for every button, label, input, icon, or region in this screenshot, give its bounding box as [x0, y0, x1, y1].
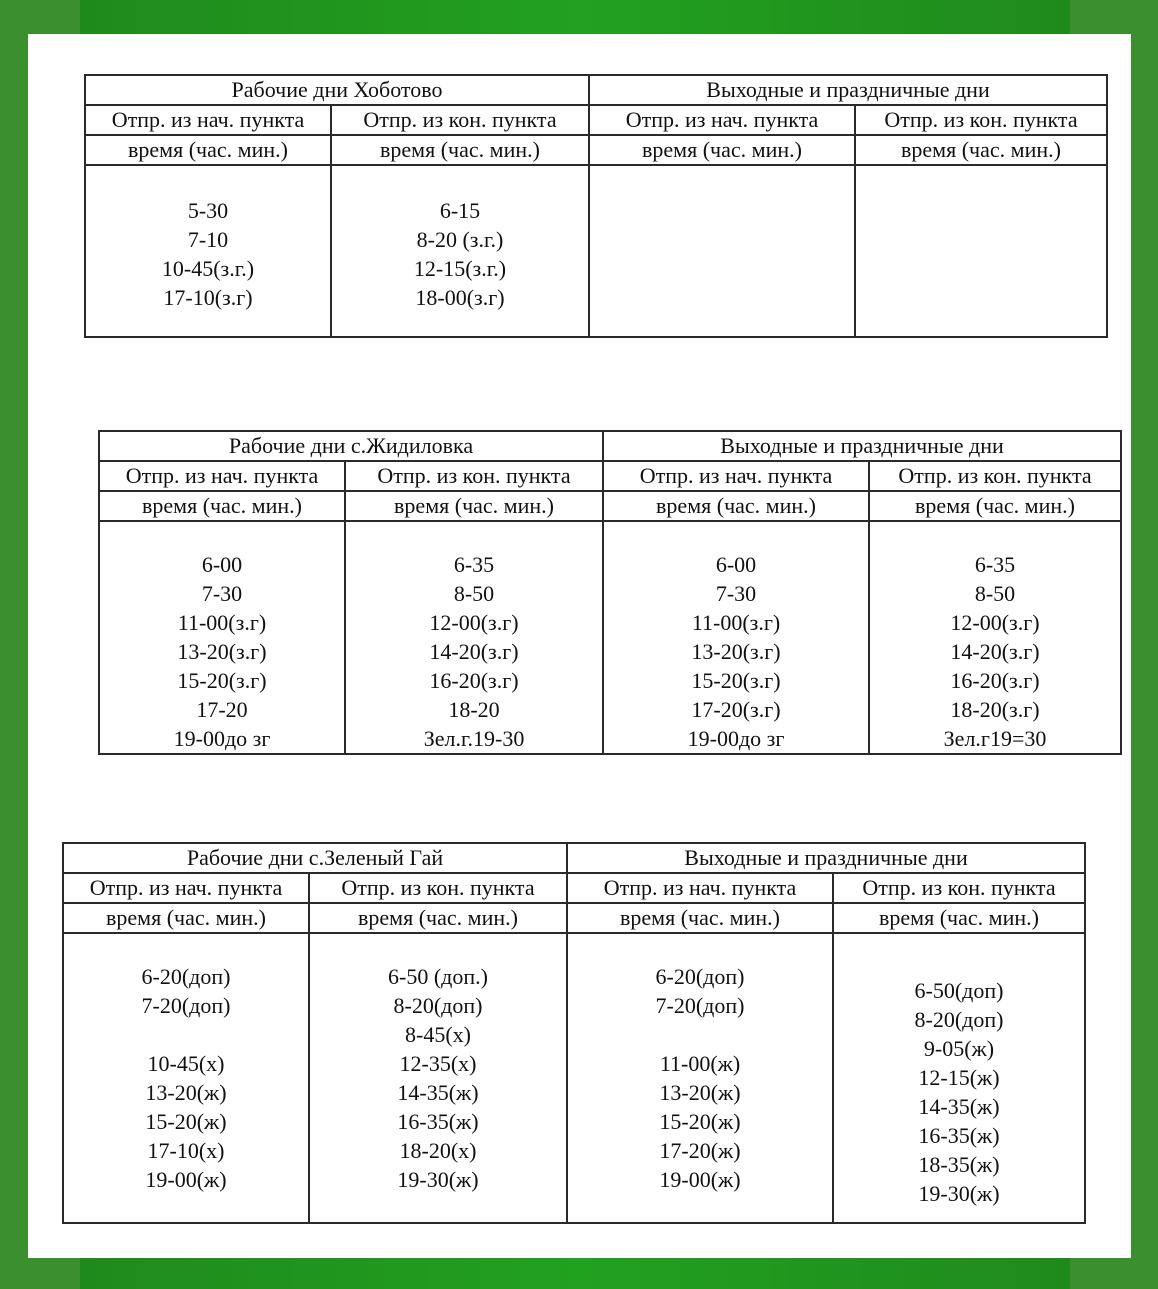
schedule-table-zhidilovka: [98, 430, 1122, 755]
departure-time: 7-30: [201, 581, 243, 606]
schedule-sheet: [28, 34, 1131, 1258]
departure-time: 17-20(з.г): [691, 697, 781, 722]
time-label: время (час. мин.): [345, 491, 603, 521]
departure-time: 18-20(з.г): [950, 697, 1040, 722]
departure-time: 14-20(з.г): [950, 639, 1040, 664]
departure-time: 6-20(доп): [141, 964, 231, 989]
departure-time: 7-20(доп): [655, 993, 745, 1018]
departure-time: 13-20(з.г): [691, 639, 781, 664]
departure-time: 7-20(доп): [141, 993, 231, 1018]
departure-time: 18-35(ж): [918, 1152, 1000, 1177]
col-end-header: Отпр. из кон. пункта: [833, 873, 1085, 903]
departure-time: 8-20 (з.г.): [416, 227, 504, 252]
departure-time: 18-20: [448, 697, 500, 722]
times-cell: [309, 933, 567, 1223]
departure-time: 17-20(ж): [659, 1138, 741, 1163]
col-start-header: Отпр. из нач. пункта: [63, 873, 309, 903]
times-cell: [855, 165, 1107, 337]
times-cell: [345, 521, 603, 754]
departure-time: 18-20(х): [399, 1138, 477, 1163]
time-label: время (час. мин.): [99, 491, 345, 521]
times-cell: [869, 521, 1121, 754]
time-label: время (час. мин.): [855, 135, 1107, 165]
times-cell: [85, 165, 331, 337]
departure-time: 6-15: [439, 198, 481, 223]
departure-time: 8-20(доп): [914, 1007, 1004, 1032]
col-start-header: Отпр. из нач. пункта: [589, 105, 855, 135]
departure-time: 8-20(доп): [393, 993, 483, 1018]
departure-time: 6-50(доп): [914, 978, 1004, 1003]
working-days-header: Рабочие дни с.Жидиловка: [99, 431, 603, 461]
col-start-header: Отпр. из нач. пункта: [85, 105, 331, 135]
departure-time: 13-20(з.г): [177, 639, 267, 664]
departure-time: 6-20(доп): [655, 964, 745, 989]
departure-time: 16-35(ж): [397, 1109, 479, 1134]
weekend-days-header: Выходные и праздничные дни: [603, 431, 1121, 461]
departure-time: 16-35(ж): [918, 1123, 1000, 1148]
departure-time: [568, 1020, 832, 1049]
departure-time: 15-20(з.г): [177, 668, 267, 693]
times-cell: [331, 165, 589, 337]
departure-time: 8-50: [974, 581, 1016, 606]
col-start-header: Отпр. из нач. пункта: [567, 873, 833, 903]
departure-time: 13-20(ж): [145, 1080, 227, 1105]
departure-time: 19-00до зг: [687, 726, 785, 751]
col-end-header: Отпр. из кон. пункта: [345, 461, 603, 491]
times-cell: [567, 933, 833, 1223]
departure-time: 10-45(з.г.): [161, 256, 255, 281]
working-days-header: Рабочие дни Хоботово: [85, 75, 589, 105]
departure-time: 15-20(ж): [145, 1109, 227, 1134]
weekend-days-header: Выходные и праздничные дни: [589, 75, 1107, 105]
departure-time: 12-15(з.г.): [413, 256, 507, 281]
col-start-header: Отпр. из нач. пункта: [603, 461, 869, 491]
departure-time: 16-20(з.г): [950, 668, 1040, 693]
time-label: время (час. мин.): [869, 491, 1121, 521]
departure-time: 12-15(ж): [918, 1065, 1000, 1090]
col-end-header: Отпр. из кон. пункта: [855, 105, 1107, 135]
time-label: время (час. мин.): [589, 135, 855, 165]
departure-time: 15-20(з.г): [691, 668, 781, 693]
time-label: время (час. мин.): [833, 903, 1085, 933]
working-days-header: Рабочие дни с.Зеленый Гай: [63, 843, 567, 873]
departure-time: 14-20(з.г): [429, 639, 519, 664]
times-cell: [833, 933, 1085, 1223]
time-label: время (час. мин.): [309, 903, 567, 933]
departure-time: 6-50 (доп.): [388, 964, 488, 989]
departure-time: 8-45(х): [405, 1022, 471, 1047]
time-label: время (час. мин.): [85, 135, 331, 165]
departure-time: 19-00(ж): [145, 1167, 227, 1192]
weekend-days-header: Выходные и праздничные дни: [567, 843, 1085, 873]
departure-time: 14-35(ж): [397, 1080, 479, 1105]
col-end-header: Отпр. из кон. пункта: [331, 105, 589, 135]
departure-time: 19-00до зг: [173, 726, 271, 751]
departure-time: 11-00(з.г): [691, 610, 781, 635]
departure-time: 6-35: [453, 552, 495, 577]
departure-time: 19-00(ж): [659, 1167, 741, 1192]
time-label: время (час. мин.): [603, 491, 869, 521]
departure-time: Зел.г19=30: [943, 726, 1047, 751]
departure-time: 11-00(ж): [659, 1051, 741, 1076]
departure-time: 17-10(х): [147, 1138, 225, 1163]
departure-time: 19-30(ж): [918, 1181, 1000, 1206]
departure-time: 12-00(з.г): [950, 610, 1040, 635]
departure-time: 12-00(з.г): [429, 610, 519, 635]
col-end-header: Отпр. из кон. пункта: [869, 461, 1121, 491]
departure-time: 7-30: [715, 581, 757, 606]
departure-time: 17-20: [196, 697, 248, 722]
schedule-table-khobotovo: [84, 74, 1108, 338]
col-start-header: Отпр. из нач. пункта: [99, 461, 345, 491]
departure-time: 12-35(х): [399, 1051, 477, 1076]
times-cell: [603, 521, 869, 754]
departure-time: [64, 1020, 308, 1049]
time-label: время (час. мин.): [331, 135, 589, 165]
departure-time: 9-05(ж): [923, 1036, 995, 1061]
departure-time: 13-20(ж): [659, 1080, 741, 1105]
departure-time: 5-30: [187, 198, 229, 223]
schedule-table-zeleny-gai: [62, 842, 1086, 1224]
col-end-header: Отпр. из кон. пункта: [309, 873, 567, 903]
departure-time: 14-35(ж): [918, 1094, 1000, 1119]
time-label: время (час. мин.): [63, 903, 309, 933]
departure-time: 10-45(х): [147, 1051, 225, 1076]
departure-time: 7-10: [187, 227, 229, 252]
departure-time: 18-00(з.г): [415, 285, 505, 310]
departure-time: 6-35: [974, 552, 1016, 577]
departure-time: 11-00(з.г): [177, 610, 267, 635]
times-cell: [99, 521, 345, 754]
departure-time: 6-00: [201, 552, 243, 577]
departure-time: 15-20(ж): [659, 1109, 741, 1134]
departure-time: 8-50: [453, 581, 495, 606]
departure-time: Зел.г.19-30: [423, 726, 525, 751]
time-label: время (час. мин.): [567, 903, 833, 933]
departure-time: 6-00: [715, 552, 757, 577]
departure-time: 17-10(з.г): [163, 285, 253, 310]
departure-time: 16-20(з.г): [429, 668, 519, 693]
times-cell: [63, 933, 309, 1223]
times-cell: [589, 165, 855, 337]
departure-time: 19-30(ж): [397, 1167, 479, 1192]
